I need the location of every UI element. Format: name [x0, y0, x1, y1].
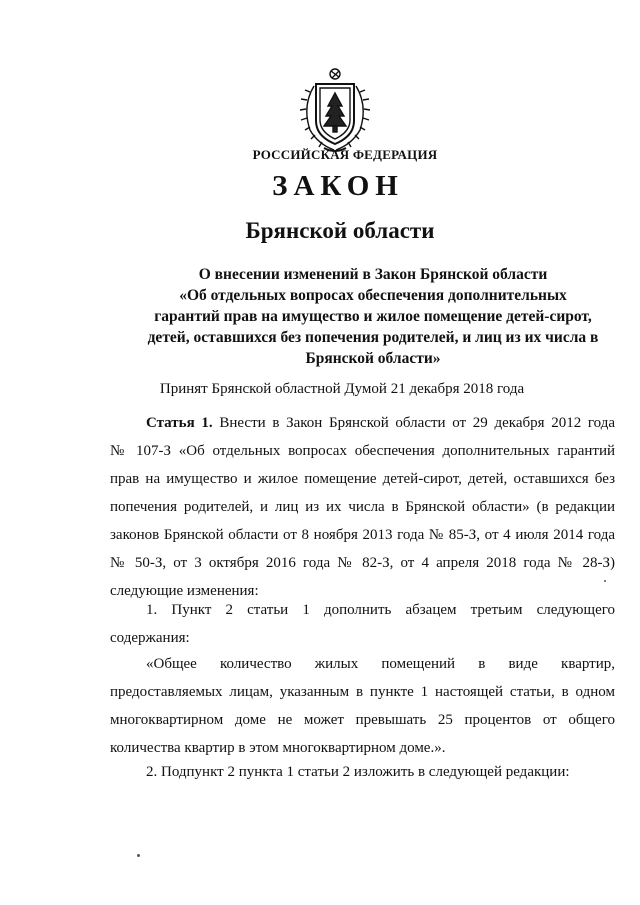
article-line: № 50-З, от 3 октября 2016 года № 82-З, от 4 апреля 2018 года № 28-З)	[110, 555, 615, 571]
region-heading: Брянской области	[245, 218, 435, 243]
law-title-line: Брянской области»	[305, 350, 441, 367]
law-title-line: детей, оставшихся без попечения родителей, и лиц из их числа в	[147, 329, 599, 346]
document-type-heading: ЗАКОН	[272, 170, 404, 202]
law-title-line: «Об отдельных вопросах обеспечения дополнительных	[179, 287, 567, 304]
item-2	[110, 758, 615, 786]
article-label: Статья 1.	[146, 415, 213, 431]
item-line: 1. Пункт 2 статьи 1 дополнить абзацем третьим следующего	[146, 602, 615, 618]
law-title-line: гарантий прав на имущество и жилое помещение детей-сирот,	[154, 308, 592, 325]
item-line: содержания:	[110, 630, 190, 646]
law-title-line: О внесении изменений в Закон Брянской области	[198, 266, 548, 283]
scan-speck	[604, 580, 606, 582]
article-line	[110, 409, 615, 437]
adoption-line: Принят Брянской областной Думой 21 декабря 2018 года	[159, 381, 525, 397]
item-1	[110, 596, 615, 652]
article-line-text: Внести в Закон Брянской области от 29 декабря 2012 года	[219, 415, 616, 431]
coat-of-arms-emblem	[296, 66, 374, 154]
quote-line: многоквартирном доме не может превышать 25 процентов от общего	[110, 712, 615, 728]
law-title	[136, 264, 610, 369]
quote-line: предоставляемых лицам, указанным в пункте 1 настоящей статьи, в одном	[110, 684, 615, 700]
article-line: следующие изменения:	[110, 583, 259, 599]
article-line: попечения родителей, и лиц из их числа в Брянской области» (в редакции	[110, 499, 615, 515]
item-line: 2. Подпункт 2 пункта 1 статьи 2 изложить в следующей редакции:	[146, 764, 570, 780]
article-line: законов Брянской области от 8 ноября 2013 года № 85-З, от 4 июля 2014 года	[110, 527, 615, 543]
article-1	[110, 409, 615, 605]
quoted-text	[110, 650, 615, 762]
article-line: прав на имущество и жилое помещение детей-сирот, детей, оставшихся без	[110, 471, 615, 487]
quote-line: «Общее количество жилых помещений в виде квартир,	[146, 656, 615, 672]
country-heading: РОССИЙСКАЯ ФЕДЕРАЦИЯ	[252, 147, 438, 162]
quote-line: количества квартир в этом многоквартирном доме.».	[110, 740, 446, 756]
article-line: № 107-З «Об отдельных вопросах обеспечения дополнительных гарантий	[110, 443, 615, 459]
scan-speck	[137, 854, 140, 857]
